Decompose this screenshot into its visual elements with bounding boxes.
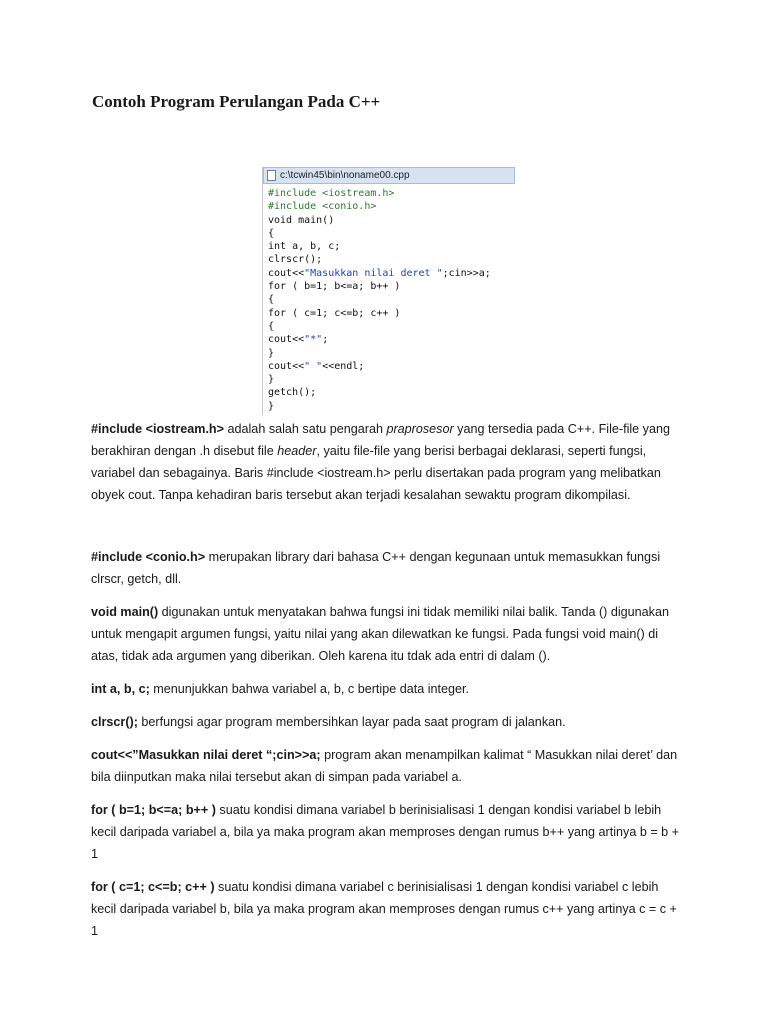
paragraph-text: suatu kondisi dimana variabel b berinisialisasi 1 dengan kondisi variabel b lebih kecil daripada variabel a, bila ya maka program akan memproses dengan rumus b++ yang artinya b = b + 1 bbox=[91, 803, 680, 861]
body-paragraph bbox=[91, 711, 681, 733]
code-line bbox=[268, 400, 515, 413]
paragraph-text: program akan menampilkan kalimat “ Masukkan nilai deret’ dan bila diinputkan maka nilai tersebut akan di simpan pada variabel a. bbox=[91, 748, 678, 784]
paragraph-text: merupakan library dari bahasa C++ dengan kegunaan untuk memasukkan fungsi clrscr, getch, dll. bbox=[91, 550, 661, 586]
code-listing bbox=[263, 184, 515, 413]
code-reference: clrscr(); bbox=[91, 715, 138, 729]
code-reference: int a, b, c; bbox=[91, 682, 150, 696]
code-token: { bbox=[268, 320, 275, 332]
paragraph-text: yang tersedia pada C++. File-file yang berakhiran dengan .h disebut file bbox=[91, 422, 670, 458]
code-line bbox=[268, 333, 515, 346]
code-token: } bbox=[268, 347, 275, 359]
body-paragraph bbox=[91, 418, 681, 506]
body-paragraph bbox=[91, 799, 681, 865]
code-line bbox=[268, 293, 515, 306]
code-reference: void main() bbox=[91, 605, 159, 619]
code-reference: #include <iostream.h> bbox=[91, 422, 224, 436]
code-reference: cout<<”Masukkan nilai deret “;cin>>a; bbox=[91, 748, 321, 762]
code-token: getch(); bbox=[268, 387, 317, 399]
code-token: { bbox=[268, 294, 275, 306]
code-window-titlebar bbox=[263, 167, 515, 184]
code-line bbox=[268, 386, 515, 399]
code-token: ; bbox=[322, 334, 329, 346]
code-line bbox=[268, 253, 515, 266]
code-token: int a, b, c; bbox=[268, 241, 341, 253]
paragraph-text: suatu kondisi dimana variabel c berinisialisasi 1 dengan kondisi variabel c lebih kecil daripada variabel b, bila ya maka program akan memproses dengan rumus c++ yang artinya c = c + 1 bbox=[91, 880, 677, 938]
code-token: cout<< bbox=[268, 267, 305, 279]
code-token: <<endl; bbox=[322, 360, 365, 372]
paragraph-text: header bbox=[277, 444, 317, 458]
code-line bbox=[268, 187, 515, 200]
code-token: for ( c=1; c<=b; c++ ) bbox=[268, 307, 401, 319]
code-line bbox=[268, 267, 515, 280]
code-line bbox=[268, 200, 515, 213]
code-token: "Masukkan nilai deret " bbox=[304, 267, 443, 279]
code-line bbox=[268, 227, 515, 240]
code-token: { bbox=[268, 227, 275, 239]
code-token: cout<< bbox=[268, 334, 305, 346]
code-token: "*" bbox=[304, 334, 323, 346]
page-title: Contoh Program Perulangan Pada C++ bbox=[92, 92, 381, 111]
file-icon bbox=[267, 170, 276, 181]
code-line bbox=[268, 360, 515, 373]
body-paragraph bbox=[91, 744, 681, 788]
code-token: } bbox=[268, 374, 275, 386]
code-reference: for ( b=1; b<=a; b++ ) bbox=[91, 803, 216, 817]
code-token: cout<< bbox=[268, 360, 305, 372]
code-token: ;cin>>a; bbox=[442, 267, 491, 279]
paragraph-text: menunjukkan bahwa variabel a, b, c bertipe data integer. bbox=[149, 682, 470, 696]
code-line bbox=[268, 347, 515, 360]
code-line bbox=[268, 214, 515, 227]
body-paragraph bbox=[91, 678, 681, 700]
code-token: #include <conio.h> bbox=[268, 201, 377, 213]
code-reference: for ( c=1; c<=b; c++ ) bbox=[91, 880, 215, 894]
code-line bbox=[268, 373, 515, 386]
code-token: #include <iostream.h> bbox=[268, 188, 395, 199]
body-paragraph bbox=[91, 546, 681, 590]
code-window-title: c:\tcwin45\bin\noname00.cpp bbox=[280, 170, 410, 181]
paragraph-text: , yaitu file-file yang berisi berbagai deklarasi, seperti fungsi, variabel dan sebagainya. Baris #include <iostream.h> perlu disertakan pada program yang melibatkan obyek cout. Tanpa kehadiran baris tersebut akan terjadi kesalahan sewaktu program dikompilasi. bbox=[91, 444, 661, 502]
paragraph-text: berfungsi agar program membersihkan layar pada saat program di jalankan. bbox=[137, 715, 566, 729]
code-token: " " bbox=[304, 360, 323, 372]
article-body bbox=[91, 418, 681, 953]
paragraph-text: digunakan untuk menyatakan bahwa fungsi ini tidak memiliki nilai balik. Tanda () digunakan untuk mengapit argumen fungsi, yaitu nilai yang akan dilewatkan ke fungsi. Pada fungsi void main() di atas, tidak ada argumen yang diberikan. Oleh karena itu tdak ada entri di dalam (). bbox=[91, 605, 669, 663]
code-screenshot bbox=[262, 167, 515, 415]
code-line bbox=[268, 307, 515, 320]
code-token: void main() bbox=[268, 214, 335, 226]
code-reference: #include <conio.h> bbox=[91, 550, 206, 564]
code-line bbox=[268, 320, 515, 333]
paragraph-text: adalah salah satu pengarah bbox=[224, 422, 387, 436]
code-token: } bbox=[268, 400, 275, 412]
code-line bbox=[268, 280, 515, 293]
code-token: clrscr(); bbox=[268, 254, 323, 266]
paragraph-text: praprosesor bbox=[386, 422, 454, 436]
body-paragraph bbox=[91, 601, 681, 667]
code-line bbox=[268, 240, 515, 253]
code-token: for ( b=1; b<=a; b++ ) bbox=[268, 281, 401, 293]
body-paragraph bbox=[91, 876, 681, 942]
